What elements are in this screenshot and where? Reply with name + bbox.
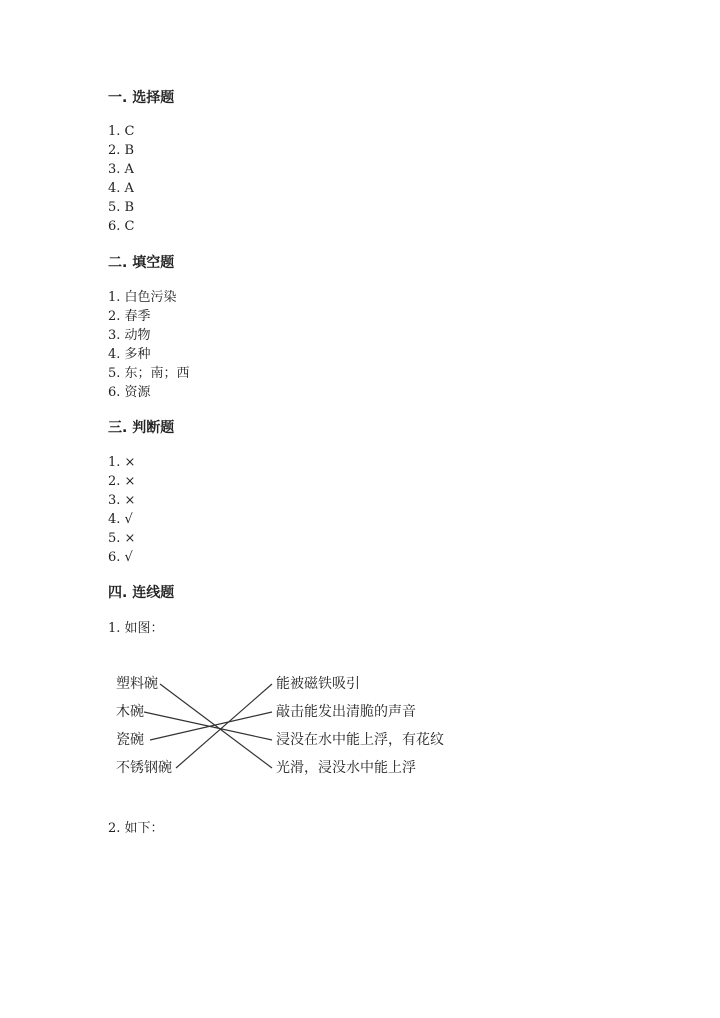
answer-line: 4. √ bbox=[108, 512, 133, 527]
answer-line: 6. √ bbox=[108, 550, 133, 565]
answer-line: 5. 东；南；西 bbox=[108, 366, 190, 381]
answer-line: 4. A bbox=[108, 181, 134, 196]
answer-line: 1. C bbox=[108, 124, 135, 139]
answer-line: 1. 白色污染 bbox=[108, 290, 177, 305]
left-item: 瓷碗 bbox=[116, 732, 144, 748]
right-item: 光滑，浸没水中能上浮 bbox=[276, 760, 416, 776]
answer-line: 6. 资源 bbox=[108, 385, 151, 400]
answer-line: 3. × bbox=[108, 493, 136, 508]
section-title-matching: 四. 连线题 bbox=[108, 585, 175, 601]
answer-line: 2. × bbox=[108, 474, 136, 489]
connector-line bbox=[176, 684, 272, 768]
answer-line: 2. B bbox=[108, 143, 135, 158]
answer-line: 1. × bbox=[108, 455, 136, 470]
answer-line: 3. A bbox=[108, 162, 134, 177]
answer-line: 4. 多种 bbox=[108, 347, 151, 362]
question-label: 2. 如下： bbox=[108, 821, 164, 836]
answer-line: 3. 动物 bbox=[108, 328, 151, 343]
left-item: 不锈钢碗 bbox=[116, 760, 172, 776]
left-item: 塑料碗 bbox=[116, 676, 158, 692]
answer-line: 5. × bbox=[108, 531, 136, 546]
connector-line bbox=[160, 684, 272, 768]
right-item: 敲击能发出清脆的声音 bbox=[276, 704, 416, 720]
section-title-fill: 二. 填空题 bbox=[108, 255, 175, 271]
answer-line: 6. C bbox=[108, 219, 135, 234]
section-title-choice: 一. 选择题 bbox=[108, 90, 175, 106]
answer-line: 2. 春季 bbox=[108, 309, 151, 324]
right-item: 能被磁铁吸引 bbox=[276, 676, 360, 692]
left-item: 木碗 bbox=[116, 704, 144, 720]
section-title-judge: 三. 判断题 bbox=[108, 420, 175, 436]
answer-line: 5. B bbox=[108, 200, 135, 215]
right-item: 浸没在水中能上浮，有花纹 bbox=[276, 732, 444, 748]
question-label: 1. 如图： bbox=[108, 621, 164, 636]
